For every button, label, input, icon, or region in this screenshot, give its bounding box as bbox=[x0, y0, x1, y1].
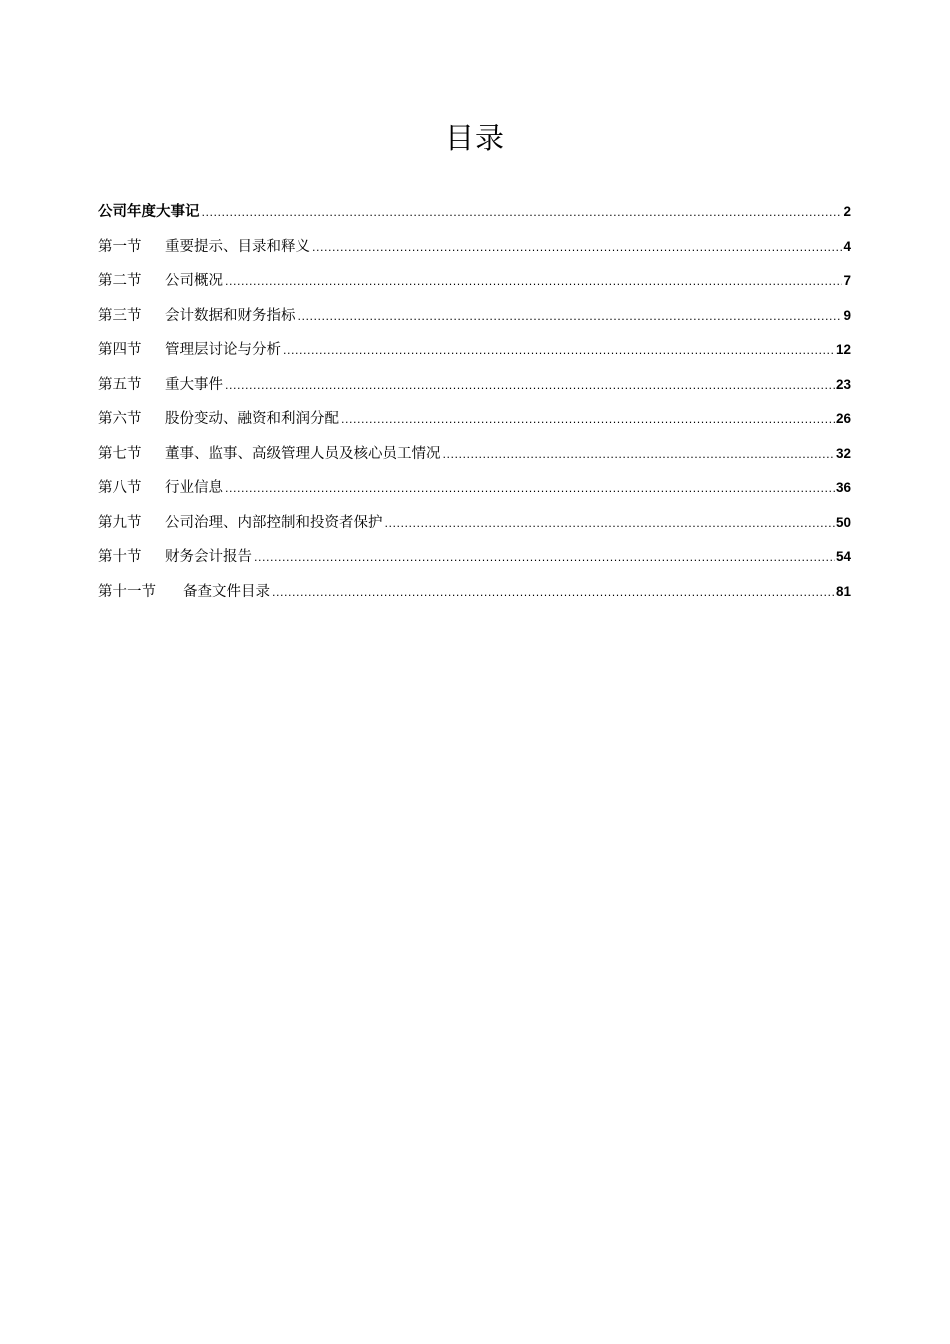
toc-entry-section-10[interactable] bbox=[98, 542, 851, 577]
toc-entry-name: 重要提示、目录和释义 bbox=[165, 238, 310, 255]
toc-list bbox=[98, 197, 851, 611]
toc-entry-name: 会计数据和财务指标 bbox=[165, 307, 296, 324]
toc-dot-leader bbox=[298, 302, 843, 332]
toc-dot-leader bbox=[283, 336, 835, 366]
toc-entry-name: 公司概况 bbox=[165, 273, 223, 289]
toc-entry-section: 第九节 bbox=[98, 514, 142, 531]
toc-entry-section: 第十一节 bbox=[98, 583, 156, 600]
toc-entry-section: 第一节 bbox=[98, 238, 142, 255]
toc-dot-leader bbox=[202, 198, 843, 228]
toc-dot-leader bbox=[385, 509, 835, 539]
toc-dot-leader bbox=[312, 233, 842, 263]
toc-entry-section: 第五节 bbox=[98, 376, 142, 393]
toc-entry-page: 26 bbox=[835, 411, 851, 426]
toc-entry-name: 管理层讨论与分析 bbox=[165, 342, 281, 358]
toc-entry-page: 50 bbox=[835, 514, 851, 530]
toc-entry-section: 第三节 bbox=[98, 307, 142, 324]
toc-entry-section-11[interactable] bbox=[98, 577, 851, 612]
toc-dot-leader bbox=[443, 440, 835, 470]
toc-entry-section-1[interactable] bbox=[98, 232, 851, 267]
toc-entry-section: 第六节 bbox=[98, 411, 142, 427]
toc-entry-section: 第四节 bbox=[98, 342, 142, 358]
toc-entry-page: 12 bbox=[835, 342, 851, 357]
toc-entry-name: 备查文件目录 bbox=[183, 583, 270, 600]
toc-entry-name: 董事、监事、高级管理人员及核心员工情况 bbox=[165, 445, 441, 462]
toc-entry-section: 第十节 bbox=[98, 549, 142, 565]
toc-entry-section: 第八节 bbox=[98, 480, 142, 496]
toc-entry-page: 54 bbox=[835, 549, 851, 564]
toc-entry-page: 23 bbox=[835, 376, 851, 392]
toc-entry-section: 第二节 bbox=[98, 273, 142, 289]
toc-entry-section-7[interactable] bbox=[98, 439, 851, 474]
toc-dot-leader bbox=[225, 371, 835, 401]
toc-entry-name: 公司年度大事记 bbox=[98, 204, 200, 220]
toc-entry-section-4[interactable] bbox=[98, 335, 851, 370]
toc-entry-section-2[interactable] bbox=[98, 266, 851, 301]
toc-entry-page: 32 bbox=[835, 445, 851, 461]
toc-dot-leader bbox=[341, 405, 835, 435]
toc-entry-name: 股份变动、融资和利润分配 bbox=[165, 411, 339, 427]
page-title: 目录 bbox=[444, 121, 505, 155]
toc-entry-page: 36 bbox=[835, 480, 851, 495]
toc-entry-page: 9 bbox=[843, 307, 851, 323]
toc-entry-name: 重大事件 bbox=[165, 376, 223, 393]
toc-entry-name: 公司治理、内部控制和投资者保护 bbox=[165, 514, 383, 531]
toc-entry-section-6[interactable] bbox=[98, 404, 851, 439]
toc-entry-name: 财务会计报告 bbox=[165, 549, 252, 565]
toc-entry-section-8[interactable] bbox=[98, 473, 851, 508]
toc-entry-section-5[interactable] bbox=[98, 370, 851, 405]
toc-dot-leader bbox=[272, 578, 835, 608]
toc-entry-page: 2 bbox=[843, 204, 851, 219]
toc-dot-leader bbox=[225, 267, 842, 297]
toc-entry-section-3[interactable] bbox=[98, 301, 851, 336]
toc-entry-page: 7 bbox=[843, 273, 851, 288]
toc-entry-section: 第七节 bbox=[98, 445, 142, 462]
toc-entry-page: 81 bbox=[835, 583, 851, 599]
toc-entry-highlights[interactable] bbox=[98, 197, 851, 232]
toc-entry-name: 行业信息 bbox=[165, 480, 223, 496]
toc-dot-leader bbox=[225, 474, 835, 504]
toc-entry-page: 4 bbox=[843, 238, 851, 254]
toc-dot-leader bbox=[254, 543, 835, 573]
toc-entry-section-9[interactable] bbox=[98, 508, 851, 543]
